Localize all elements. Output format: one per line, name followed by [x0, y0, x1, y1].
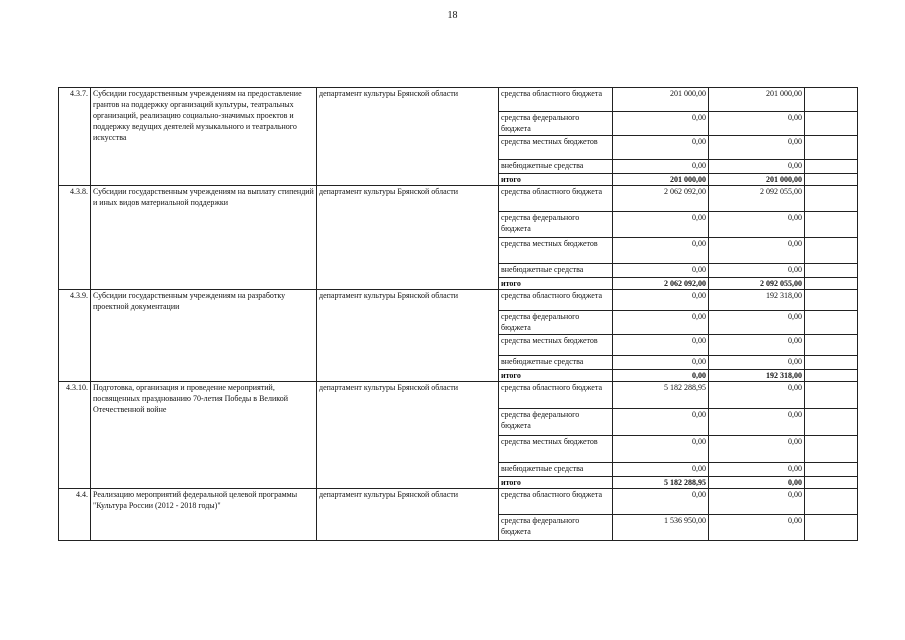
funding-source: средства областного бюджета	[499, 382, 613, 409]
funding-source: итого	[499, 477, 613, 489]
funding-source: средства федерального бюджета	[499, 112, 613, 136]
empty-cell	[805, 335, 858, 356]
amount-cell: 0,00	[709, 382, 805, 409]
amount-cell: 0,00	[709, 264, 805, 278]
amount-cell: 0,00	[709, 335, 805, 356]
empty-cell	[805, 515, 858, 541]
table-row	[59, 382, 858, 409]
funding-source: средства местных бюджетов	[499, 238, 613, 264]
budget-table-body	[59, 88, 858, 541]
amount-cell: 201 000,00	[709, 88, 805, 112]
item-name: Реализацию мероприятий федеральной целевой программы "Культура России (2012 - 2018 годы)"	[91, 489, 317, 541]
amount-cell: 0,00	[613, 212, 709, 238]
funding-source: итого	[499, 174, 613, 186]
empty-cell	[805, 311, 858, 335]
amount-cell: 2 092 055,00	[709, 186, 805, 212]
funding-source: внебюджетные средства	[499, 463, 613, 477]
empty-cell	[805, 382, 858, 409]
empty-cell	[805, 463, 858, 477]
amount-cell: 201 000,00	[709, 174, 805, 186]
responsible-department: департамент культуры Брянской области	[317, 186, 499, 290]
empty-cell	[805, 356, 858, 370]
amount-cell: 0,00	[613, 238, 709, 264]
amount-cell: 201 000,00	[613, 174, 709, 186]
empty-cell	[805, 238, 858, 264]
amount-cell: 0,00	[613, 290, 709, 311]
funding-source: средства федерального бюджета	[499, 311, 613, 335]
funding-source: внебюджетные средства	[499, 356, 613, 370]
amount-cell: 0,00	[613, 311, 709, 335]
amount-cell: 0,00	[613, 356, 709, 370]
empty-cell	[805, 409, 858, 436]
responsible-department: департамент культуры Брянской области	[317, 290, 499, 382]
amount-cell: 0,00	[709, 477, 805, 489]
funding-source: итого	[499, 278, 613, 290]
table-row	[59, 489, 858, 515]
funding-source: внебюджетные средства	[499, 264, 613, 278]
funding-source: средства областного бюджета	[499, 88, 613, 112]
item-name: Субсидии государственным учреждениям на разработку проектной документации	[91, 290, 317, 382]
empty-cell	[805, 136, 858, 160]
empty-cell	[805, 112, 858, 136]
funding-source: средства местных бюджетов	[499, 335, 613, 356]
item-name: Субсидии государственным учреждениям на предоставление грантов на поддержку организаций культуры, театральных организаций, реализацию социально-значимых проектов и поддержку ведущих деятелей музыкального и театрального искусства	[91, 88, 317, 186]
empty-cell	[805, 186, 858, 212]
amount-cell: 0,00	[613, 370, 709, 382]
amount-cell: 0,00	[613, 335, 709, 356]
empty-cell	[805, 370, 858, 382]
amount-cell: 0,00	[709, 436, 805, 463]
page-number: 18	[447, 10, 458, 21]
amount-cell: 0,00	[613, 160, 709, 174]
amount-cell: 0,00	[613, 489, 709, 515]
amount-cell: 2 062 092,00	[613, 278, 709, 290]
responsible-department: департамент культуры Брянской области	[317, 88, 499, 186]
empty-cell	[805, 477, 858, 489]
amount-cell: 0,00	[709, 515, 805, 541]
empty-cell	[805, 88, 858, 112]
amount-cell: 0,00	[709, 356, 805, 370]
amount-cell: 5 182 288,95	[613, 382, 709, 409]
amount-cell: 0,00	[613, 409, 709, 436]
funding-source: средства областного бюджета	[499, 186, 613, 212]
amount-cell: 0,00	[613, 112, 709, 136]
funding-source: итого	[499, 370, 613, 382]
amount-cell: 0,00	[709, 463, 805, 477]
empty-cell	[805, 489, 858, 515]
amount-cell: 0,00	[709, 238, 805, 264]
table-row	[59, 290, 858, 311]
item-code: 4.3.7.	[59, 88, 91, 186]
amount-cell: 192 318,00	[709, 290, 805, 311]
amount-cell: 192 318,00	[709, 370, 805, 382]
item-name: Субсидии государственным учреждениям на выплату стипендий и иных видов материальной поддержки	[91, 186, 317, 290]
amount-cell: 201 000,00	[613, 88, 709, 112]
amount-cell: 0,00	[709, 112, 805, 136]
budget-table	[58, 87, 858, 541]
funding-source: средства федерального бюджета	[499, 409, 613, 436]
empty-cell	[805, 278, 858, 290]
empty-cell	[805, 290, 858, 311]
amount-cell: 0,00	[709, 409, 805, 436]
table-row	[59, 88, 858, 112]
item-code: 4.3.8.	[59, 186, 91, 290]
funding-source: средства федерального бюджета	[499, 212, 613, 238]
funding-source: внебюджетные средства	[499, 160, 613, 174]
table-row	[59, 186, 858, 212]
amount-cell: 0,00	[709, 489, 805, 515]
funding-source: средства областного бюджета	[499, 290, 613, 311]
empty-cell	[805, 436, 858, 463]
empty-cell	[805, 160, 858, 174]
item-code: 4.4.	[59, 489, 91, 541]
amount-cell: 0,00	[709, 212, 805, 238]
responsible-department: департамент культуры Брянской области	[317, 382, 499, 489]
amount-cell: 1 536 950,00	[613, 515, 709, 541]
funding-source: средства местных бюджетов	[499, 436, 613, 463]
item-code: 4.3.9.	[59, 290, 91, 382]
amount-cell: 5 182 288,95	[613, 477, 709, 489]
amount-cell: 0,00	[613, 463, 709, 477]
amount-cell: 0,00	[613, 264, 709, 278]
funding-source: средства местных бюджетов	[499, 136, 613, 160]
empty-cell	[805, 174, 858, 186]
responsible-department: департамент культуры Брянской области	[317, 489, 499, 541]
funding-source: средства федерального бюджета	[499, 515, 613, 541]
amount-cell: 0,00	[709, 160, 805, 174]
empty-cell	[805, 212, 858, 238]
amount-cell: 0,00	[709, 136, 805, 160]
empty-cell	[805, 264, 858, 278]
amount-cell: 2 092 055,00	[709, 278, 805, 290]
amount-cell: 0,00	[613, 136, 709, 160]
item-name: Подготовка, организация и проведение мероприятий, посвященных празднованию 70-летия Победы в Великой Отечественной войне	[91, 382, 317, 489]
amount-cell: 2 062 092,00	[613, 186, 709, 212]
funding-source: средства областного бюджета	[499, 489, 613, 515]
amount-cell: 0,00	[709, 311, 805, 335]
item-code: 4.3.10.	[59, 382, 91, 489]
amount-cell: 0,00	[613, 436, 709, 463]
